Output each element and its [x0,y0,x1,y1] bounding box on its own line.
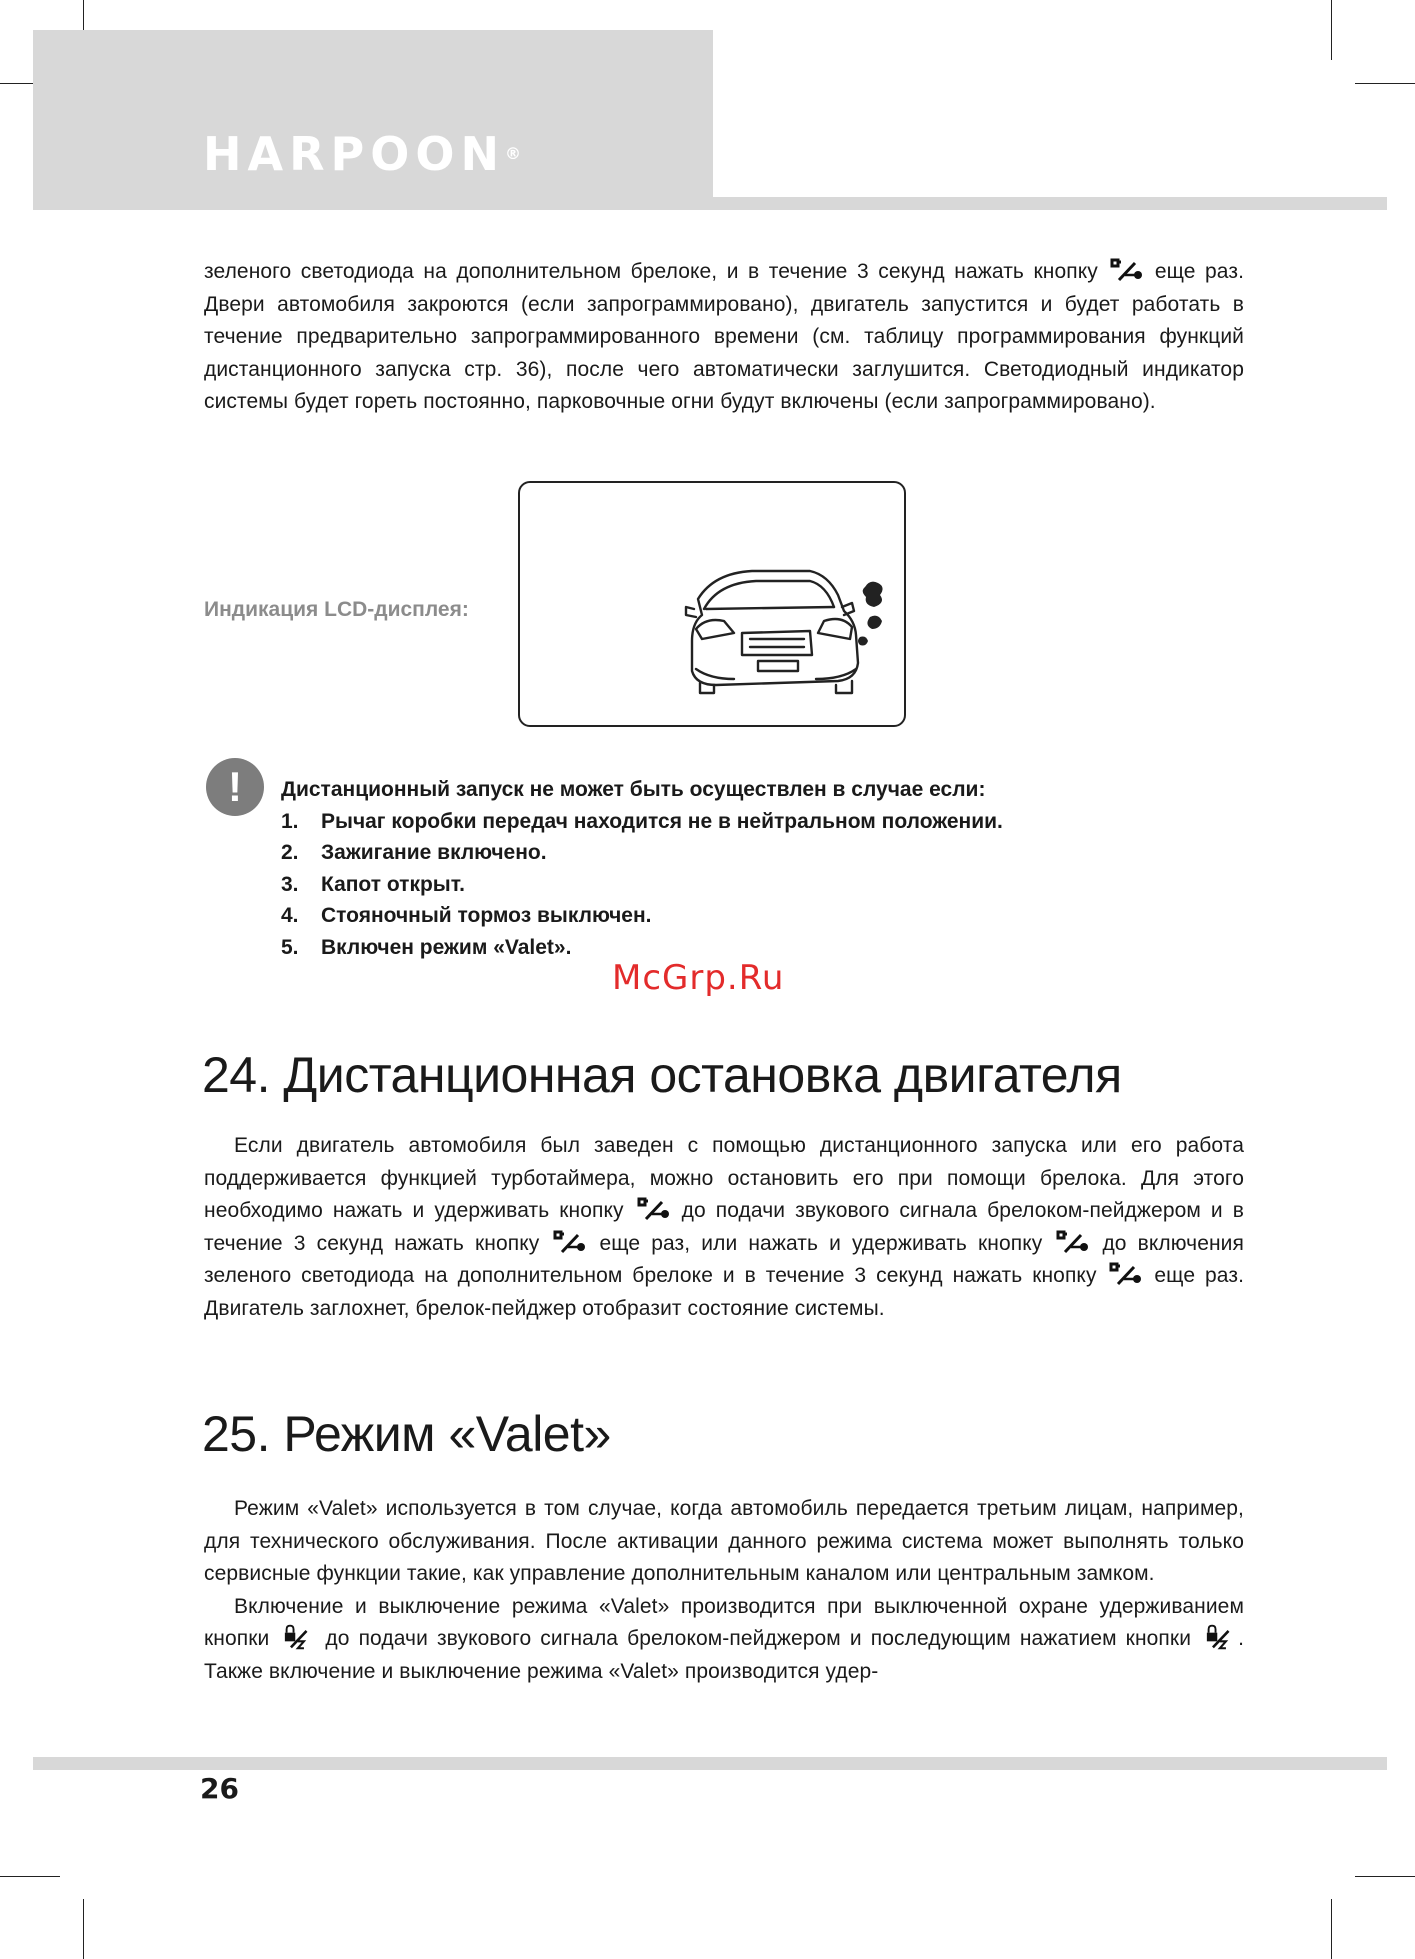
section-24-text: до включения зеленого светодиода на дополнительном брелоке и в течение 3 секунд нажать кнопку [204,1231,1244,1287]
remote-start-icon [1055,1229,1089,1255]
section-25-text: до подачи звукового сигнала брелоком-пейджером и последующим нажатием кнопки [325,1627,1192,1650]
list-item-number: 2. [281,841,299,864]
lcd-label: Индикация LCD-дисплея: [204,598,469,621]
warning-icon: ! [206,758,264,816]
section-25-paragraph [204,1591,1244,1689]
section-24-text: еще раз, или нажать и удерживать кнопку [599,1231,1043,1255]
remote-start-icon [636,1196,670,1222]
car-exhaust-illustration [520,483,904,725]
warning-list [281,806,1003,964]
remote-start-icon [1108,1261,1142,1287]
section-25-paragraph: Режим «Valet» используется в том случае, когда автомобиль передается третьим лицам, например, для технического обслуживания. После активации данного режима система может выполнять только сервисные функции такие, как управление дополнительным каналом или центральным замком. [204,1497,1244,1585]
section-24-paragraph [204,1130,1244,1325]
section-25-body [204,1493,1244,1688]
crop-mark [1331,1899,1332,1959]
section-24-text: еще раз. Двигатель заглохнет, брелок-пейджер отобразит состояние системы. [204,1264,1245,1320]
valet-button-icon [280,1624,314,1650]
intro-text [204,256,1244,419]
section-24-body [204,1130,1244,1325]
warning-title: Дистанционный запуск не может быть осуществлен в случае если: [281,778,986,801]
list-item [281,837,1003,869]
lcd-display-frame [518,481,906,727]
crop-mark [83,1899,84,1959]
remote-start-icon [1109,257,1143,283]
warning-block [281,774,1003,963]
list-item-number: 5. [281,935,299,959]
list-item-text: Зажигание включено. [321,841,547,864]
list-item-number: 1. [281,809,299,833]
list-item-number: 3. [281,872,299,896]
brand-logo [203,126,521,182]
brand-name: HARPOON [203,127,505,181]
footer-rule [33,1757,1387,1770]
section-24-text: Если двигатель автомобиля был заведен с помощью дистанционного запуска или его работа поддерживается функцией турботаймера, можно остановить его при помощи брелока. Для этого необходимо нажать и удерживать кнопку [204,1134,1244,1222]
section-25-heading: 25. Режим «Valet» [202,1406,611,1462]
list-item [281,900,1003,932]
list-item [281,869,1003,901]
brand-registered-mark: ® [504,144,521,163]
header-panel [33,30,713,210]
page-number: 26 [200,1772,239,1805]
list-item-number: 4. [281,904,299,927]
list-item-text: Включен режим «Valet». [321,935,572,959]
list-item [281,806,1003,838]
valet-button-icon [1202,1624,1236,1650]
watermark: McGrp.Ru [612,958,785,998]
header-rule [713,197,1387,210]
list-item-text: Стояночный тормоз выключен. [321,904,652,927]
section-24-heading: 24. Дистанционная остановка двигателя [202,1047,1122,1103]
intro-paragraph [204,256,1244,419]
section-25-text: . Также включение и выключение режима «Valet» производится удер- [204,1627,1244,1683]
crop-mark [1355,1876,1415,1877]
crop-mark [1355,83,1415,84]
remote-start-icon [552,1229,586,1255]
intro-text-part: еще раз. Двери автомобиля закроются (если запрограммировано), двигатель запустится и будет работать в течение предварительно запрограммированного времени (см. таблицу программирования функций дистанционного запуска стр. 36), после чего автоматически заглушится. Светодиодный индикатор системы будет гореть постоянно, парковочные огни будут включены (если запрограммировано). [204,260,1245,413]
list-item-text: Рычаг коробки передач находится не в нейтральном положении. [321,809,1003,833]
intro-text-part: зеленого светодиода на дополнительном брелоке, и в течение 3 секунд нажать кнопку [204,260,1098,283]
section-24-text: до подачи звукового сигнала брелоком-пейджером и в течение 3 секунд нажать кнопку [204,1199,1245,1255]
list-item-text: Капот открыт. [321,872,465,896]
crop-mark [0,1876,60,1877]
crop-mark [1331,0,1332,60]
section-25-text: Включение и выключение режима «Valet» производится при выключенной охране удерживанием кнопки [204,1594,1244,1650]
